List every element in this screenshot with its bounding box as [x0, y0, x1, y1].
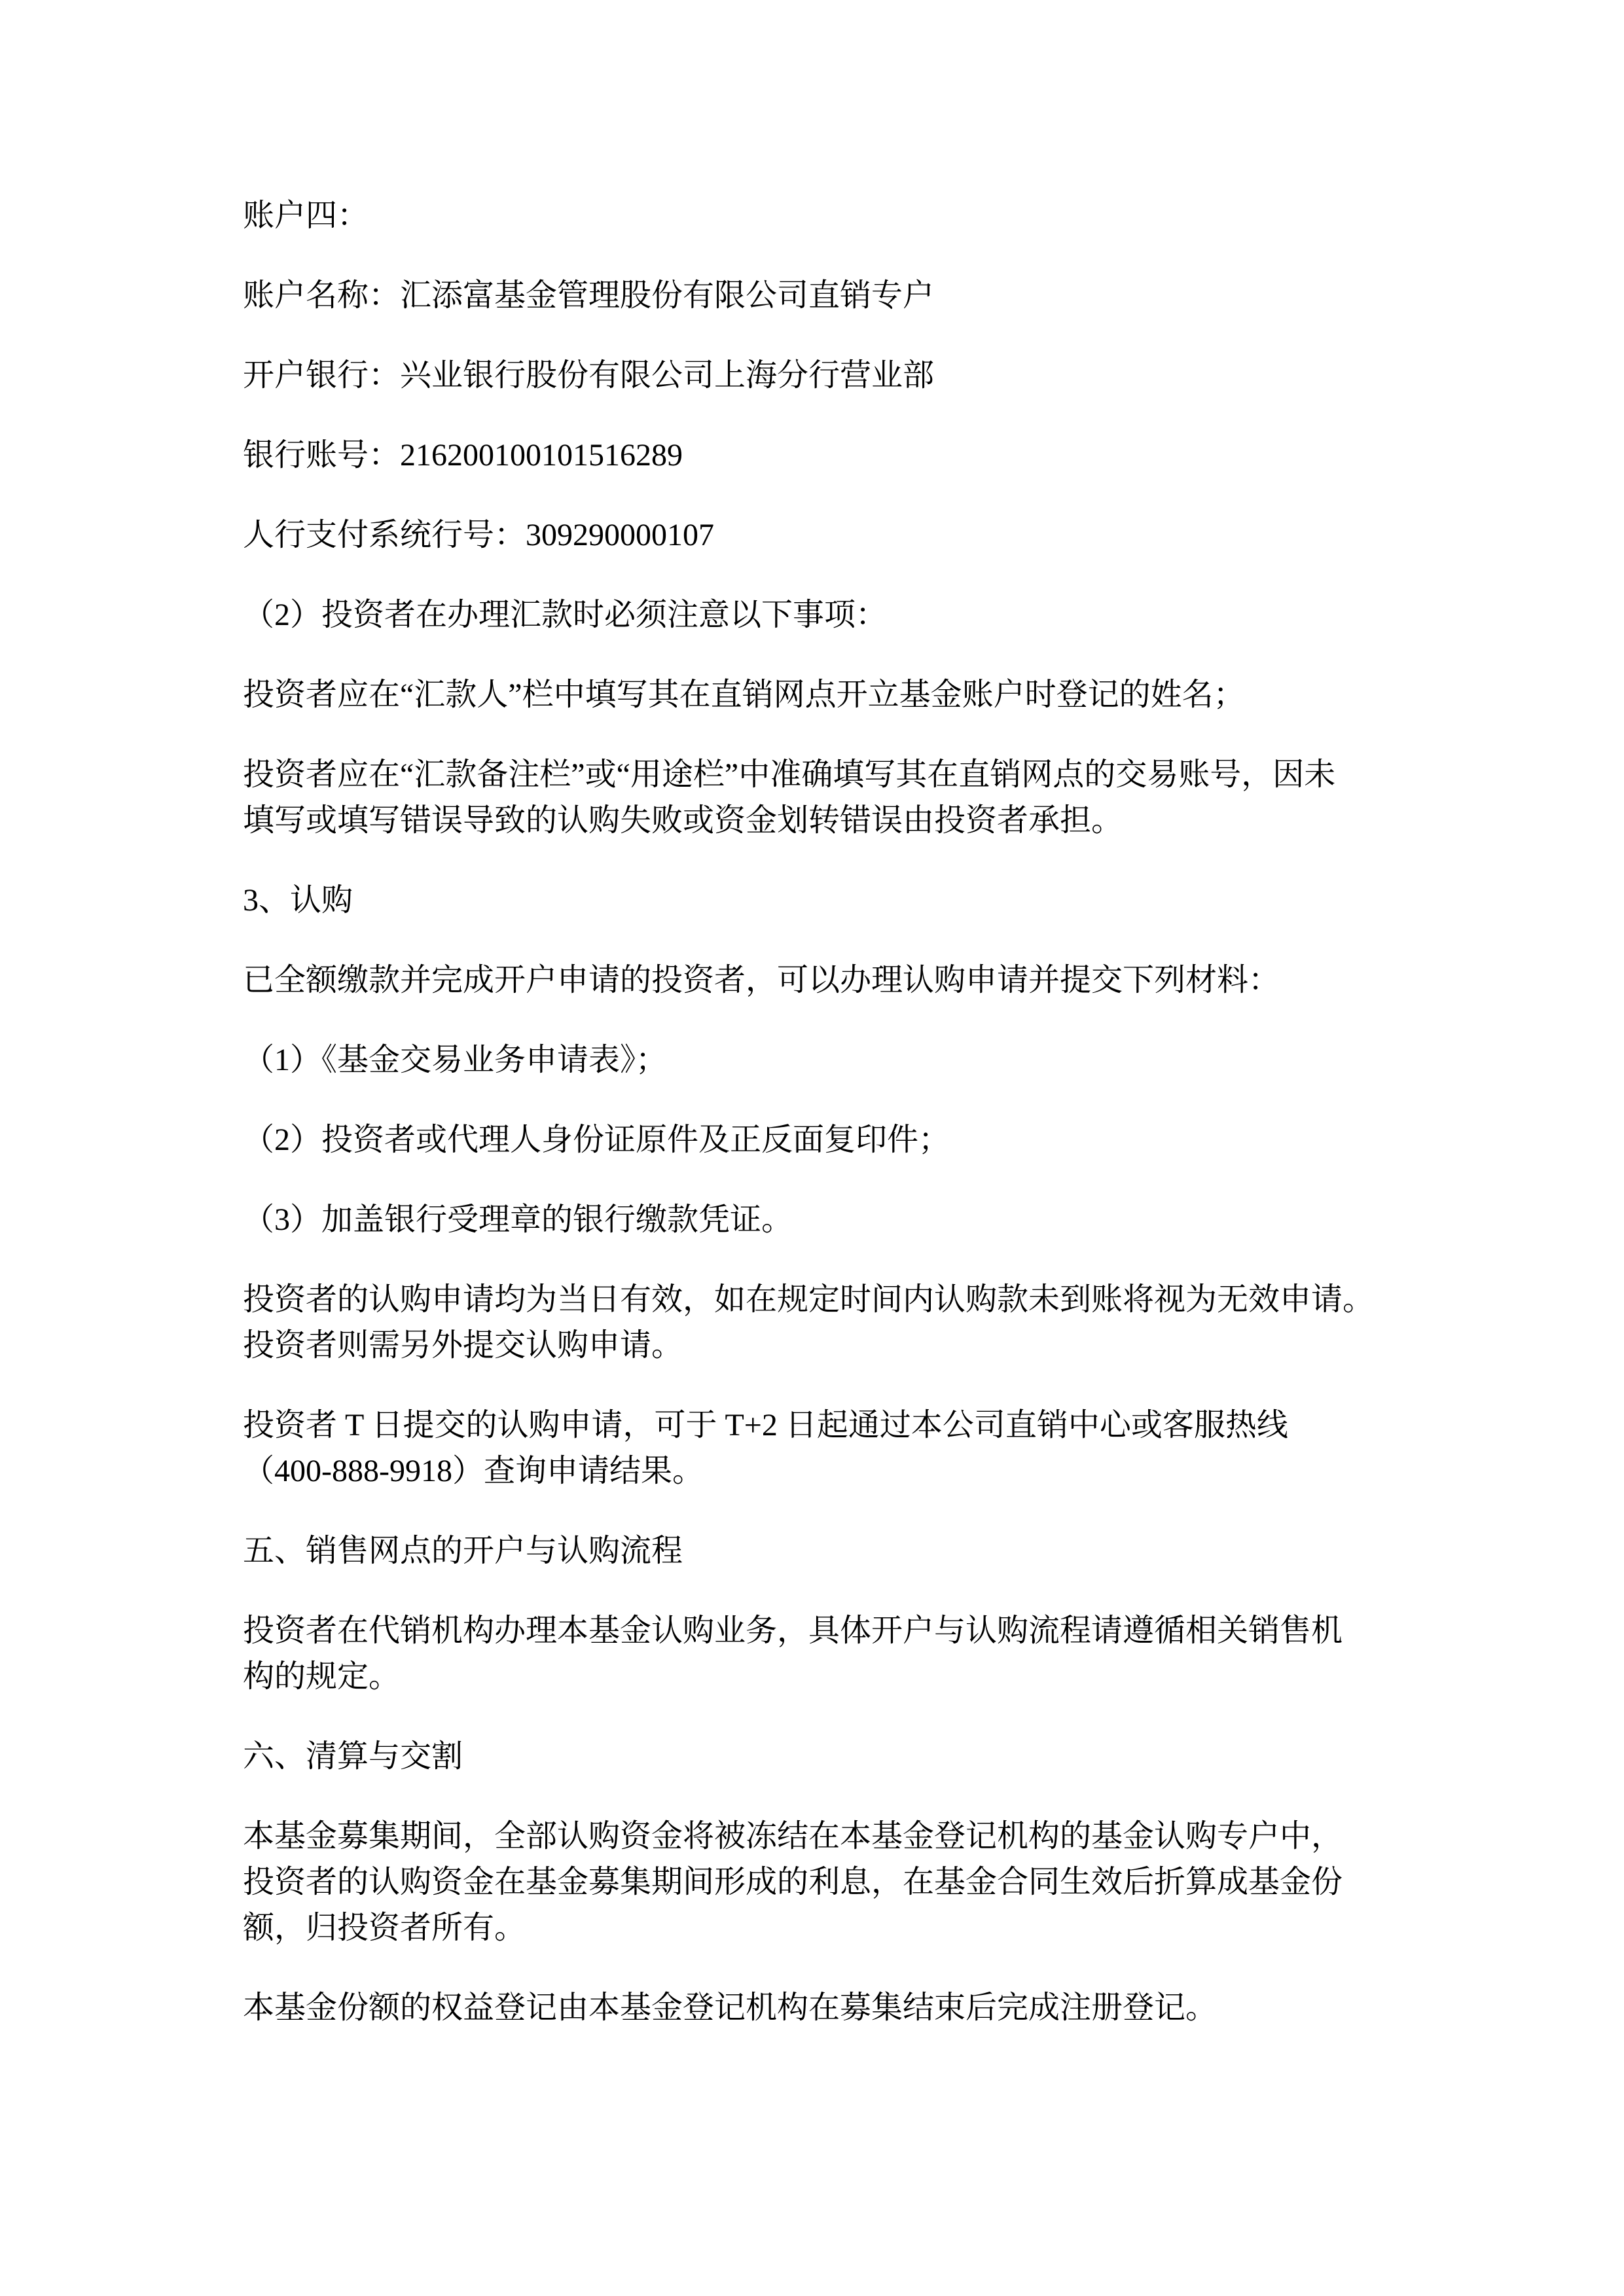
text-line: 3、认购: [243, 883, 353, 918]
text-line: 投资者 T 日提交的认购申请，可于 T+2 日起通过本公司直销中心或客服热线: [243, 1408, 1288, 1443]
paragraph-account-name: [243, 273, 1398, 319]
text-line: 投资者的认购资金在基金募集期间形成的利息，在基金合同生效后折算成基金份: [243, 1865, 1343, 1899]
text-line: 五、销售网点的开户与认购流程: [243, 1534, 683, 1568]
paragraph-section-5-heading: [243, 1528, 1398, 1574]
text-line: （3）加盖银行受理章的银行缴款凭证。: [243, 1202, 793, 1237]
text-line: 已全额缴款并完成开户申请的投资者，可以办理认购申请并提交下列材料：: [243, 963, 1280, 997]
text-line: 开户银行：兴业银行股份有限公司上海分行营业部: [243, 358, 935, 393]
paragraph-subscription-heading: [243, 878, 1398, 924]
text-line: 本基金募集期间，全部认购资金将被冻结在本基金登记机构的基金认购专户中，: [243, 1819, 1343, 1854]
text-line: （2）投资者或代理人身份证原件及正反面复印件；: [243, 1122, 950, 1157]
paragraph-remark-column-rule: [243, 752, 1398, 844]
text-line: 账户名称：汇添富基金管理股份有限公司直销专户: [243, 278, 935, 313]
text-line: 本基金份额的权益登记由本基金登记机构在募集结束后完成注册登记。: [243, 1990, 1218, 2025]
paragraph-account-bank: [243, 353, 1398, 399]
paragraph-material-2: [243, 1117, 1398, 1163]
text-line: 填写或填写错误导致的认购失败或资金划转错误由投资者承担。: [243, 803, 1123, 838]
paragraph-remitter-name-rule: [243, 672, 1398, 718]
paragraph-account-4-label: [243, 193, 1398, 239]
paragraph-validity-note: [243, 1277, 1398, 1369]
text-line: 账户四：: [243, 198, 369, 233]
text-line: 构的规定。: [243, 1659, 401, 1694]
paragraph-material-1: [243, 1037, 1398, 1083]
text-line: 投资者应在“汇款备注栏”或“用途栏”中准确填写其在直销网点的交易账号，因未: [243, 757, 1336, 792]
text-line: （1）《基金交易业务申请表》；: [243, 1043, 668, 1077]
paragraph-bank-account-number: [243, 433, 1398, 478]
text-line: 额，归投资者所有。: [243, 1910, 526, 1945]
text-line: 人行支付系统行号：309290000107: [243, 518, 715, 552]
text-line: 投资者应在“汇款人”栏中填写其在直销网点开立基金账户时登记的姓名；: [243, 677, 1245, 712]
text-line: 投资者在代销机构办理本基金认购业务，具体开户与认购流程请遵循相关销售机: [243, 1613, 1343, 1648]
text-line: （2）投资者在办理汇款时必须注意以下事项：: [243, 598, 888, 632]
text-line: 六、清算与交割: [243, 1739, 463, 1774]
paragraph-material-3: [243, 1197, 1398, 1243]
paragraph-pbc-payment-system-number: [243, 512, 1398, 558]
paragraph-agency-process-note: [243, 1608, 1398, 1700]
paragraph-section-6-heading: [243, 1734, 1398, 1780]
paragraph-fund-freeze-note: [243, 1814, 1398, 1951]
paragraph-registration-note: [243, 1985, 1398, 2031]
text-line: （400-888-9918）查询申请结果。: [243, 1454, 704, 1488]
text-line: 投资者则需另外提交认购申请。: [243, 1328, 683, 1363]
paragraph-subscription-intro: [243, 958, 1398, 1003]
paragraph-query-note: [243, 1403, 1398, 1494]
text-line: 银行账号：216200100101516289: [243, 438, 683, 473]
paragraph-remittance-notice-heading: [243, 592, 1398, 638]
document-body: [243, 193, 1398, 2031]
text-line: 投资者的认购申请均为当日有效，如在规定时间内认购款未到账将视为无效申请。: [243, 1282, 1375, 1317]
